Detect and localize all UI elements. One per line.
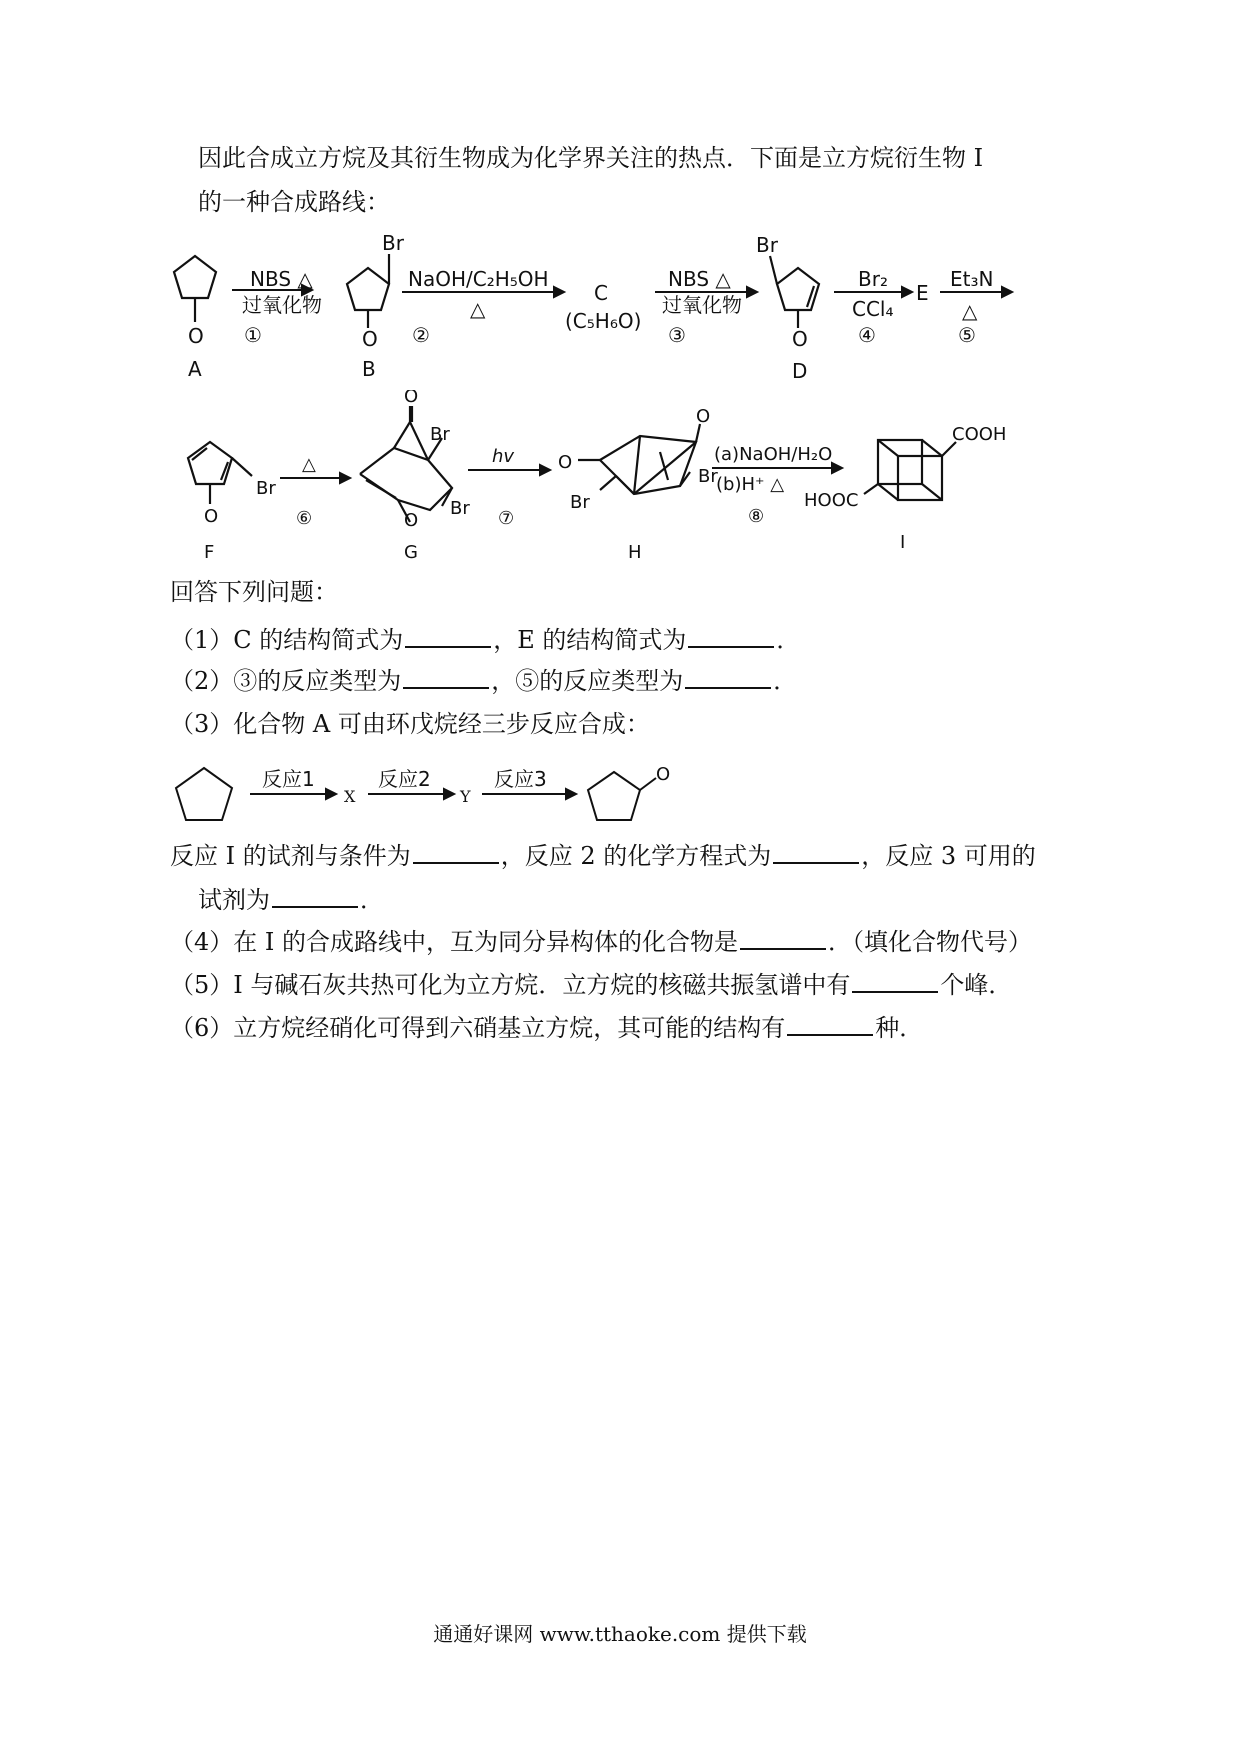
intro-line-1: 因此合成立方烷及其衍生物成为化学界关注的热点．下面是立方烷衍生物 I: [198, 144, 984, 172]
r8-number: ⑧: [748, 506, 765, 527]
label-o-a: O: [188, 324, 204, 348]
r2-bottom: △: [470, 297, 486, 321]
r2-number: ②: [412, 323, 430, 347]
q6-part-a: （6）立方烷经硝化可得到六硝基立方烷，其可能的结构有: [170, 1014, 786, 1042]
label-o-d: O: [792, 327, 808, 351]
q6-part-b: 种．: [875, 1014, 924, 1042]
label-o-g-top: O: [404, 390, 419, 407]
q3-o: O: [656, 764, 671, 785]
label-e: E: [916, 281, 929, 305]
question-1: [170, 624, 800, 656]
label-br-d: Br: [756, 233, 778, 257]
label-br-f: Br: [256, 478, 276, 499]
r6-number: ⑥: [296, 508, 313, 529]
label-i: I: [900, 532, 906, 553]
q1-part-b: ，E 的结构简式为: [493, 626, 687, 654]
label-br-b: Br: [382, 231, 404, 255]
question-3: （3）化合物 A 可由环戊烷经三步反应合成：: [170, 710, 650, 738]
question-3-line-2: [198, 884, 384, 916]
q3-blank-1: [413, 840, 499, 864]
label-hooc: HOOC: [804, 490, 859, 511]
q2-part-b: ，⑤的反应类型为: [491, 667, 684, 695]
label-a: A: [188, 357, 202, 381]
q5-part-b: 个峰．: [940, 971, 1013, 999]
label-o-b: O: [362, 327, 378, 351]
label-f: F: [204, 542, 215, 563]
label-cooh: COOH: [952, 424, 1007, 445]
q5-part-a: （5）I 与碱石灰共热可化为立方烷．立方烷的核磁共振氢谱中有: [170, 971, 851, 999]
q3-blank-3: [272, 884, 358, 908]
q3-line1-c: ，反应 3 可用的: [861, 842, 1036, 870]
label-g: G: [404, 542, 418, 563]
question-3-line-1: [170, 840, 1036, 872]
q2-blank-3: [403, 665, 489, 689]
q4-blank: [740, 926, 826, 950]
r5-bottom: △: [962, 299, 978, 323]
synthesis-scheme-row-1: [150, 228, 1050, 388]
question-4: [170, 926, 1032, 958]
question-2: [170, 665, 797, 697]
label-br-h-left: Br: [570, 492, 590, 513]
q3-reaction-2: 反应2: [378, 767, 431, 791]
q2-part-a: （2）③的反应类型为: [170, 667, 402, 695]
q1-part-a: （1）C 的结构简式为: [170, 626, 404, 654]
q3-line1-a: 反应 I 的试剂与条件为: [170, 842, 411, 870]
r7-top: hv: [492, 446, 515, 467]
q1-blank-c: [405, 624, 491, 648]
q1-part-c: ．: [776, 626, 801, 654]
q3-y: Y: [460, 787, 471, 806]
q2-part-c: ．: [773, 667, 798, 695]
r1-number: ①: [244, 323, 262, 347]
r6-top: △: [302, 454, 316, 475]
q3-blank-2: [773, 840, 859, 864]
q3-scheme: [168, 756, 688, 832]
r3-bottom: 过氧化物: [662, 293, 742, 317]
label-h: H: [628, 542, 642, 563]
r4-top: Br₂: [858, 267, 888, 291]
q3-reaction-3: 反应3: [494, 767, 547, 791]
r2-top: NaOH/C₂H₅OH: [408, 267, 549, 291]
label-br-g-top: Br: [430, 424, 450, 445]
page-footer: 通通好课网 www.tthaoke.com 提供下载: [433, 1622, 807, 1646]
r8-bottom: (b)H⁺ △: [716, 474, 785, 495]
label-c-formula: (C₅H₆O): [565, 309, 642, 333]
label-br-g-bottom: Br: [450, 498, 470, 519]
r8-top: (a)NaOH/H₂O: [714, 444, 833, 465]
r5-top: Et₃N: [950, 267, 994, 291]
q2-blank-5: [685, 665, 771, 689]
r1-bottom: 过氧化物: [242, 293, 322, 317]
label-c: C: [594, 281, 608, 305]
r5-number: ⑤: [958, 323, 976, 347]
intro-line-2: 的一种合成路线：: [198, 188, 390, 216]
label-o-h-left: O: [558, 452, 573, 473]
question-6: [170, 1012, 923, 1044]
r1-top: NBS △: [250, 267, 313, 291]
q4-part-b: ．（填化合物代号）: [828, 928, 1033, 956]
q5-blank: [852, 969, 938, 993]
label-o-h-right: O: [696, 406, 711, 427]
label-o-f: O: [204, 506, 219, 527]
questions-heading: 回答下列问题：: [170, 578, 338, 606]
q3-line2-b: ．: [360, 886, 384, 914]
q3-reaction-1: 反应1: [262, 767, 315, 791]
q4-part-a: （4）在 I 的合成路线中，互为同分异构体的化合物是: [170, 928, 739, 956]
q3-line1-b: ，反应 2 的化学方程式为: [500, 842, 772, 870]
synthesis-scheme-row-2: [160, 390, 1100, 570]
label-o-g-bottom: O: [404, 510, 419, 531]
q3-x: X: [344, 787, 356, 806]
label-d: D: [792, 359, 808, 383]
r7-number: ⑦: [498, 508, 515, 529]
r3-top: NBS △: [668, 267, 731, 291]
label-b: B: [362, 357, 376, 381]
r4-number: ④: [858, 323, 876, 347]
q3-line2-a: 试剂为: [198, 886, 270, 914]
question-5: [170, 969, 1012, 1001]
r4-bottom: CCl₄: [852, 297, 894, 321]
q1-blank-e: [688, 624, 774, 648]
label-br-h-right: Br: [698, 466, 718, 487]
r3-number: ③: [668, 323, 686, 347]
q6-blank: [787, 1012, 873, 1036]
